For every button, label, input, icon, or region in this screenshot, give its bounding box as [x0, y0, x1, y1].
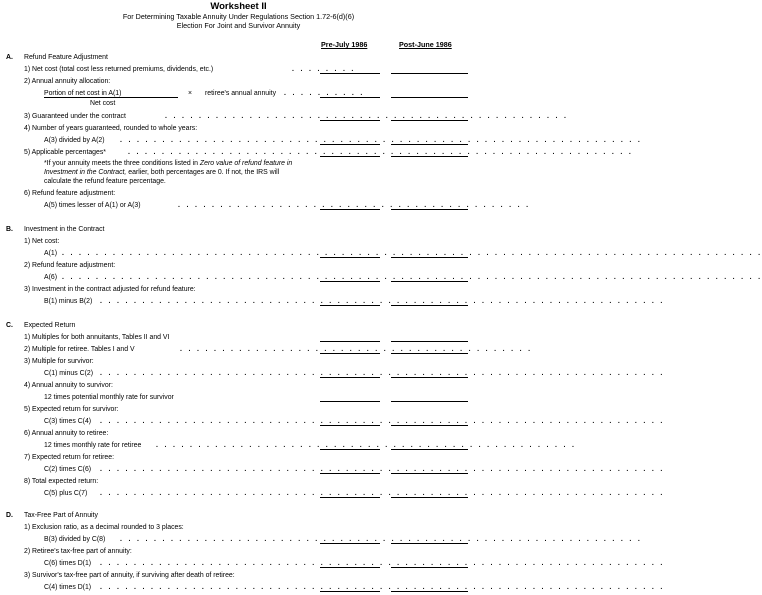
- line-c4: [0, 381, 477, 391]
- section-letter: A.: [6, 54, 13, 61]
- answer-line-pre[interactable]: [320, 144, 380, 145]
- line-label: 1) Multiples for both annuitants, Tables II and VI: [24, 334, 170, 341]
- answer-line-post[interactable]: [391, 497, 468, 498]
- line-b2-sub: [0, 273, 762, 283]
- dot-leader: . . . . . . . . . . . . . . . . . . . . . . . . . . . . . . . . . . . . . . . . . .: [178, 202, 531, 209]
- footnote-line-3: [0, 177, 477, 187]
- answer-line-post[interactable]: [391, 425, 468, 426]
- footnote-part: *If your annuity meets the three conditions listed in: [44, 160, 200, 167]
- answer-line-pre[interactable]: [320, 497, 380, 498]
- line-a4-sub: [0, 136, 643, 146]
- answer-line-post[interactable]: [391, 156, 468, 157]
- footnote-text: calculate the refund feature percentage.: [44, 178, 166, 185]
- line-b1: [0, 237, 477, 247]
- line-c5: [0, 405, 477, 415]
- line-b1-sub: [0, 249, 762, 259]
- section-letter: D.: [6, 512, 13, 519]
- line-label: 2) Annual annuity allocation:: [24, 78, 111, 85]
- column-header-post: Post-June 1986: [399, 40, 452, 49]
- dot-leader: . . . . . . . . . . . . . . . . . . . . . . . . . . . . . . . . . . . . . . . . . . . . . . . .: [165, 113, 569, 120]
- line-label: 2) Retiree's tax-free part of annuity:: [24, 548, 132, 555]
- line-sublabel: C(6) times D(1): [44, 560, 92, 567]
- line-sublabel: 12 times monthly rate for retiree: [44, 442, 142, 449]
- line-c6-sub: [0, 441, 577, 451]
- line-c5-sub: [0, 417, 665, 427]
- line-label: 3) Multiple for survivor:: [24, 358, 94, 365]
- footnote-italic: Investment in the Contract,: [44, 169, 127, 176]
- answer-line-post[interactable]: [391, 341, 468, 342]
- line-c4-sub: [0, 393, 477, 403]
- answer-line-post[interactable]: [391, 567, 468, 568]
- dot-leader: . . . . . . . . . . . . . . . . . . . . . . . . . . . . . . . . . . . . . . . . . .: [180, 346, 533, 353]
- line-d3-sub: [0, 583, 665, 593]
- answer-line-post[interactable]: [391, 473, 468, 474]
- dot-leader: . . . . . . . . . . . . . . . . . . . . . . . . . . . . . . . . . . . . . . . . . . . . . . . . . . . . . . . . . . . . . . . . . . .: [100, 370, 665, 377]
- dot-leader: . . . . . . . . . . . . . . . . . . . . . . . . . . . . . . . . . . . . . . . . . . . . . . . . . . . . . . . . . . . . . . . . . . .: [100, 418, 665, 425]
- dot-leader: . . . . . . . . . . . . . . . . . . . . . . . . . . . . . . . . . . . . . . . . . . . . . . . . . . . . . . . . . . . . . . . . . . .: [100, 490, 665, 497]
- answer-line-pre[interactable]: [320, 543, 380, 544]
- line-label: 6) Refund feature adjustment:: [24, 190, 116, 197]
- section-letter: C.: [6, 322, 13, 329]
- answer-line-pre[interactable]: [320, 305, 380, 306]
- line-d3: [0, 571, 477, 581]
- answer-line-post[interactable]: [391, 377, 468, 378]
- line-a4: [0, 124, 477, 134]
- footnote-italic: Zero value of refund feature in: [199, 160, 293, 167]
- section-title: Expected Return: [24, 322, 76, 329]
- line-label: 3) Investment in the contract adjusted for refund feature:: [24, 286, 196, 293]
- dot-leader: . . . . . . . . . . . . . . . . . . . . . . . . . . . . . . . . . . . . . . . . . . . . . . . . . . . . . . . . . . . . . . . . . . . . . . . . . . . . . . . . . . .: [62, 274, 762, 281]
- line-c7-sub: [0, 465, 665, 475]
- fraction-numerator: Portion of net cost in A(1): [44, 90, 122, 97]
- dot-leader: . . . . . . . .: [292, 66, 356, 73]
- dot-leader: . . . . . . . . . . . . . . . . . . . . . . . . . . . . . . . . . . . . . . . . . . . . . . . . . . . . . . . . . . . . . .: [120, 137, 643, 144]
- dot-leader: . . . . . . . . . .: [284, 90, 365, 97]
- line-label: 2) Refund feature adjustment:: [24, 262, 116, 269]
- worksheet-title: Worksheet II: [210, 1, 267, 12]
- worksheet-subtitle: For Determining Taxable Annuity Under Regulations Section 1.72-6(d)(6): [122, 12, 355, 21]
- line-label: 4) Annual annuity to survivor:: [24, 382, 113, 389]
- line-sublabel: C(4) times D(1): [44, 584, 92, 591]
- line-a2: [0, 77, 477, 87]
- line-sublabel: 12 times potential monthly rate for survivor: [44, 394, 174, 401]
- line-a2-formula: [0, 89, 477, 99]
- times-sign: ×: [188, 90, 193, 97]
- answer-line-pre[interactable]: [320, 567, 380, 568]
- line-c6: [0, 429, 477, 439]
- dot-leader: . . . . . . . . . . . . . . . . . . . . . . . . . . . . . . . . . . . . . . . . . . . . . . . . . . . . . . . . . . . . . . . . . . .: [100, 584, 665, 591]
- line-a2-denominator: [0, 99, 477, 109]
- section-title: Investment in the Contract: [24, 226, 105, 233]
- line-sublabel: A(6): [44, 274, 58, 281]
- line-d2: [0, 547, 477, 557]
- line-b2: [0, 261, 477, 271]
- line-label: 2) Multiple for retiree. Tables I and V: [24, 346, 135, 353]
- answer-line-pre[interactable]: [320, 281, 380, 282]
- answer-line-pre[interactable]: [320, 473, 380, 474]
- line-c2: [0, 345, 533, 355]
- line-label: 7) Expected return for retiree:: [24, 454, 115, 461]
- line-b3-sub: [0, 297, 665, 307]
- line-sublabel: A(1): [44, 250, 58, 257]
- answer-line-pre[interactable]: [320, 353, 380, 354]
- line-b3: [0, 285, 477, 295]
- answer-line-post[interactable]: [391, 97, 468, 98]
- section-title: Tax-Free Part of Annuity: [24, 512, 98, 519]
- line-a6-sub: [0, 201, 531, 211]
- line-label: 1) Net cost (total cost less returned premiums, dividends, etc.): [24, 66, 214, 73]
- answer-line-pre[interactable]: [320, 377, 380, 378]
- line-label: 3) Guaranteed under the contract: [24, 113, 126, 120]
- answer-line-post[interactable]: [391, 120, 468, 121]
- section-letter: B.: [6, 226, 13, 233]
- answer-line-post[interactable]: [391, 209, 468, 210]
- dot-leader: . . . . . . . . . . . . . . . . . . . . . . . . . . . . . . . . . . . . . . . . . . . . . . . . . . . . . . . . . . . . . .: [120, 536, 643, 543]
- answer-line-pre[interactable]: [320, 73, 380, 74]
- dot-leader: . . . . . . . . . . . . . . . . . . . . . . . . . . . . . . . . . . . . . . . . . . . . . . . . . . . . . . . . . . . . . . . . . . . . . . . . . . . . . . . . . . .: [62, 250, 762, 257]
- answer-line-pre[interactable]: [320, 97, 380, 98]
- section-title: Refund Feature Adjustment: [24, 54, 108, 61]
- answer-line-pre[interactable]: [320, 156, 380, 157]
- answer-line-post[interactable]: [391, 401, 468, 402]
- line-label: 3) Survivor's tax-free part of annuity, if surviving after death of retiree:: [24, 572, 235, 579]
- formula-text: retiree's annual annuity: [205, 90, 277, 97]
- section-d-header: [0, 511, 477, 521]
- line-label: 1) Net cost:: [24, 238, 60, 245]
- line-sublabel: C(1) minus C(2): [44, 370, 94, 377]
- section-a-header: [0, 53, 477, 63]
- answer-line-pre[interactable]: [320, 209, 380, 210]
- line-c1: [0, 333, 477, 343]
- fraction-bar: [44, 97, 178, 98]
- dot-leader: . . . . . . . . . . . . . . . . . . . . . . . . . . . . . . . . . . . . . . . . . . . . . . . . . . . . . . . . . . . . . . . . . . .: [100, 298, 665, 305]
- line-c8-sub: [0, 489, 665, 499]
- line-label: 5) Applicable percentages*: [24, 149, 106, 156]
- answer-line-pre[interactable]: [320, 257, 380, 258]
- answer-line-pre[interactable]: [320, 449, 380, 450]
- worksheet-election: Election For Joint and Survivor Annuity: [176, 21, 301, 30]
- line-sublabel: C(5) plus C(7): [44, 490, 88, 497]
- line-label: 4) Number of years guaranteed, rounded to whole years:: [24, 125, 198, 132]
- answer-line-post[interactable]: [391, 281, 468, 282]
- answer-line-post[interactable]: [391, 305, 468, 306]
- line-c7: [0, 453, 477, 463]
- answer-line-post[interactable]: [391, 73, 468, 74]
- line-a1: [0, 65, 477, 75]
- line-c8: [0, 477, 477, 487]
- line-a6: [0, 189, 477, 199]
- section-b-header: [0, 225, 477, 235]
- dot-leader: . . . . . . . . . . . . . . . . . . . . . . . . . . . . . . . . . . . . . . . . . . . . . . . . . .: [156, 442, 577, 449]
- footnote-part: earlier, both percentages are 0. If not, the IRS will: [126, 169, 280, 176]
- section-c-header: [0, 321, 477, 331]
- line-sublabel: C(3) times C(4): [44, 418, 92, 425]
- line-label: 1) Exclusion ratio, as a decimal rounded to 3 places:: [24, 524, 184, 531]
- line-label: 5) Expected return for survivor:: [24, 406, 119, 413]
- dot-leader: . . . . . . . . . . . . . . . . . . . . . . . . . . . . . . . . . . . . . . . . . . . . . . . . . . . . . . . . . . . . . . . . . . .: [100, 560, 665, 567]
- dot-leader: . . . . . . . . . . . . . . . . . . . . . . . . . . . . . . . . . . . . . . . . . . . . . . . . . . . . . . . . . . . . . . . . . . .: [100, 466, 665, 473]
- line-d1: [0, 523, 477, 533]
- line-label: 8) Total expected return:: [24, 478, 99, 485]
- fraction-denominator: Net cost: [90, 100, 116, 107]
- line-a3: [0, 112, 569, 122]
- dot-leader: . . . . . . . . . . . . . . . . . . . . . . . . . . . . . . . . . . . . . . . . . . . . . . . . . . . . . . . . . . . .: [128, 149, 634, 156]
- answer-line-pre[interactable]: [320, 401, 380, 402]
- answer-line-post[interactable]: [391, 144, 468, 145]
- answer-line-post[interactable]: [391, 257, 468, 258]
- answer-line-post[interactable]: [391, 543, 468, 544]
- line-c3-sub: [0, 369, 665, 379]
- answer-line-pre[interactable]: [320, 341, 380, 342]
- answer-line-pre[interactable]: [320, 425, 380, 426]
- answer-line-post[interactable]: [391, 449, 468, 450]
- line-sublabel: C(2) times C(6): [44, 466, 92, 473]
- line-d2-sub: [0, 559, 665, 569]
- answer-line-post[interactable]: [391, 353, 468, 354]
- line-label: 6) Annual annuity to retiree:: [24, 430, 109, 437]
- line-sublabel: A(3) divided by A(2): [44, 137, 105, 144]
- column-header-pre: Pre-July 1986: [321, 40, 368, 49]
- answer-line-pre[interactable]: [320, 120, 380, 121]
- line-a5: [0, 148, 634, 158]
- answer-line-pre[interactable]: [320, 591, 380, 592]
- line-sublabel: B(3) divided by C(8): [44, 536, 106, 543]
- answer-line-post[interactable]: [391, 591, 468, 592]
- line-d1-sub: [0, 535, 643, 545]
- line-sublabel: A(5) times lesser of A(1) or A(3): [44, 202, 141, 209]
- line-c3: [0, 357, 477, 367]
- line-sublabel: B(1) minus B(2): [44, 298, 93, 305]
